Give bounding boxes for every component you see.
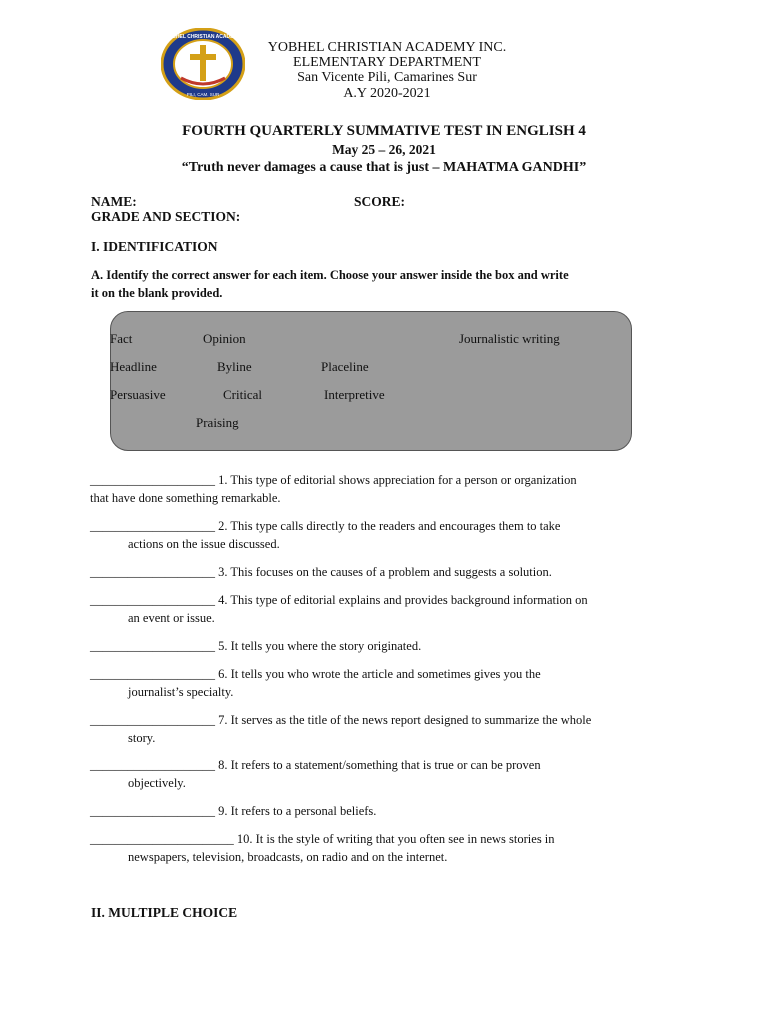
question-text: 8. It refers to a statement/something that is true or can be proven — [218, 758, 541, 772]
logo-text-top: YOBHEL CHRISTIAN ACADEMY — [165, 34, 241, 40]
question-item — [90, 802, 690, 820]
word-choice: Opinion — [203, 331, 246, 346]
answer-blank[interactable]: ____________________ — [90, 713, 215, 727]
question-text: 7. It serves as the title of the news report designed to summarize the whole — [218, 713, 592, 727]
department-name: ELEMENTARY DEPARTMENT — [293, 55, 481, 70]
question-text-cont: an event or issue. — [128, 611, 215, 625]
school-name: YOBHEL CHRISTIAN ACADEMY INC. — [267, 40, 507, 55]
question-text: 9. It refers to a personal beliefs. — [218, 804, 377, 818]
grade-section-label: GRADE AND SECTION: — [91, 209, 241, 224]
section-multiple-choice-heading: II. MULTIPLE CHOICE — [91, 905, 238, 920]
question-item — [90, 517, 690, 553]
test-quote: “Truth never damages a cause that is just – MAHATMA GANDHI” — [181, 160, 587, 175]
question-text: 10. It is the style of writing that you often see in news stories in — [236, 832, 555, 846]
instruction-line-1: A. Identify the correct answer for each item. Choose your answer inside the box and write — [91, 268, 569, 282]
question-item — [90, 756, 690, 792]
answer-blank[interactable]: ____________________ — [90, 758, 215, 772]
instruction-line-2: it on the blank provided. — [91, 286, 223, 300]
answer-blank[interactable]: ____________________ — [90, 639, 215, 653]
answer-blank[interactable]: ____________________ — [90, 804, 215, 818]
question-text: 4. This type of editorial explains and provides background information on — [218, 593, 588, 607]
word-choice: Headline — [110, 359, 157, 374]
question-text: 1. This type of editorial shows appreciation for a person or organization — [218, 473, 577, 487]
answer-blank[interactable]: ____________________ — [90, 593, 215, 607]
question-text-cont: that have done something remarkable. — [90, 491, 281, 505]
score-label: SCORE: — [354, 194, 406, 209]
question-text-cont: objectively. — [128, 776, 186, 790]
answer-blank[interactable]: ____________________ — [90, 473, 215, 487]
logo-text-bottom: PILI, CAM. SUR — [186, 92, 220, 97]
question-text: 3. This focuses on the causes of a problem and suggests a solution. — [218, 565, 552, 579]
word-choice: Persuasive — [110, 387, 166, 402]
name-label: NAME: — [91, 194, 137, 209]
question-item — [90, 637, 690, 655]
word-choice: Praising — [196, 415, 239, 430]
question-item — [90, 591, 690, 627]
question-text: 6. It tells you who wrote the article and sometimes gives you the — [218, 667, 541, 681]
word-choice: Journalistic writing — [459, 331, 560, 346]
question-item — [90, 830, 690, 866]
question-item — [90, 471, 690, 507]
question-text: 5. It tells you where the story originated. — [218, 639, 422, 653]
word-choice: Byline — [217, 359, 252, 374]
answer-blank[interactable]: ____________________ — [90, 667, 215, 681]
word-choice: Interpretive — [324, 387, 385, 402]
school-address: San Vicente Pili, Camarines Sur — [297, 70, 477, 85]
question-text: 2. This type calls directly to the readers and encourages them to take — [218, 519, 561, 533]
answer-blank[interactable]: ____________________ — [90, 519, 215, 533]
question-item — [90, 563, 690, 581]
test-date: May 25 – 26, 2021 — [332, 142, 436, 157]
answer-blank[interactable]: _______________________ — [90, 832, 234, 846]
word-choice: Placeline — [321, 359, 369, 374]
question-text-cont: journalist’s specialty. — [128, 685, 234, 699]
question-text-cont: story. — [128, 731, 156, 745]
answer-blank[interactable]: ____________________ — [90, 565, 215, 579]
section-identification-heading: I. IDENTIFICATION — [91, 239, 218, 254]
school-year: A.Y 2020-2021 — [343, 86, 431, 101]
word-choice: Critical — [223, 387, 262, 402]
question-text-cont: actions on the issue discussed. — [128, 537, 280, 551]
question-text-cont: newspapers, television, broadcasts, on radio and on the internet. — [128, 850, 448, 864]
school-logo — [161, 28, 245, 100]
question-item — [90, 665, 690, 701]
test-title: FOURTH QUARTERLY SUMMATIVE TEST IN ENGLISH 4 — [182, 123, 586, 139]
question-item — [90, 711, 690, 747]
word-choice: Fact — [110, 331, 133, 346]
